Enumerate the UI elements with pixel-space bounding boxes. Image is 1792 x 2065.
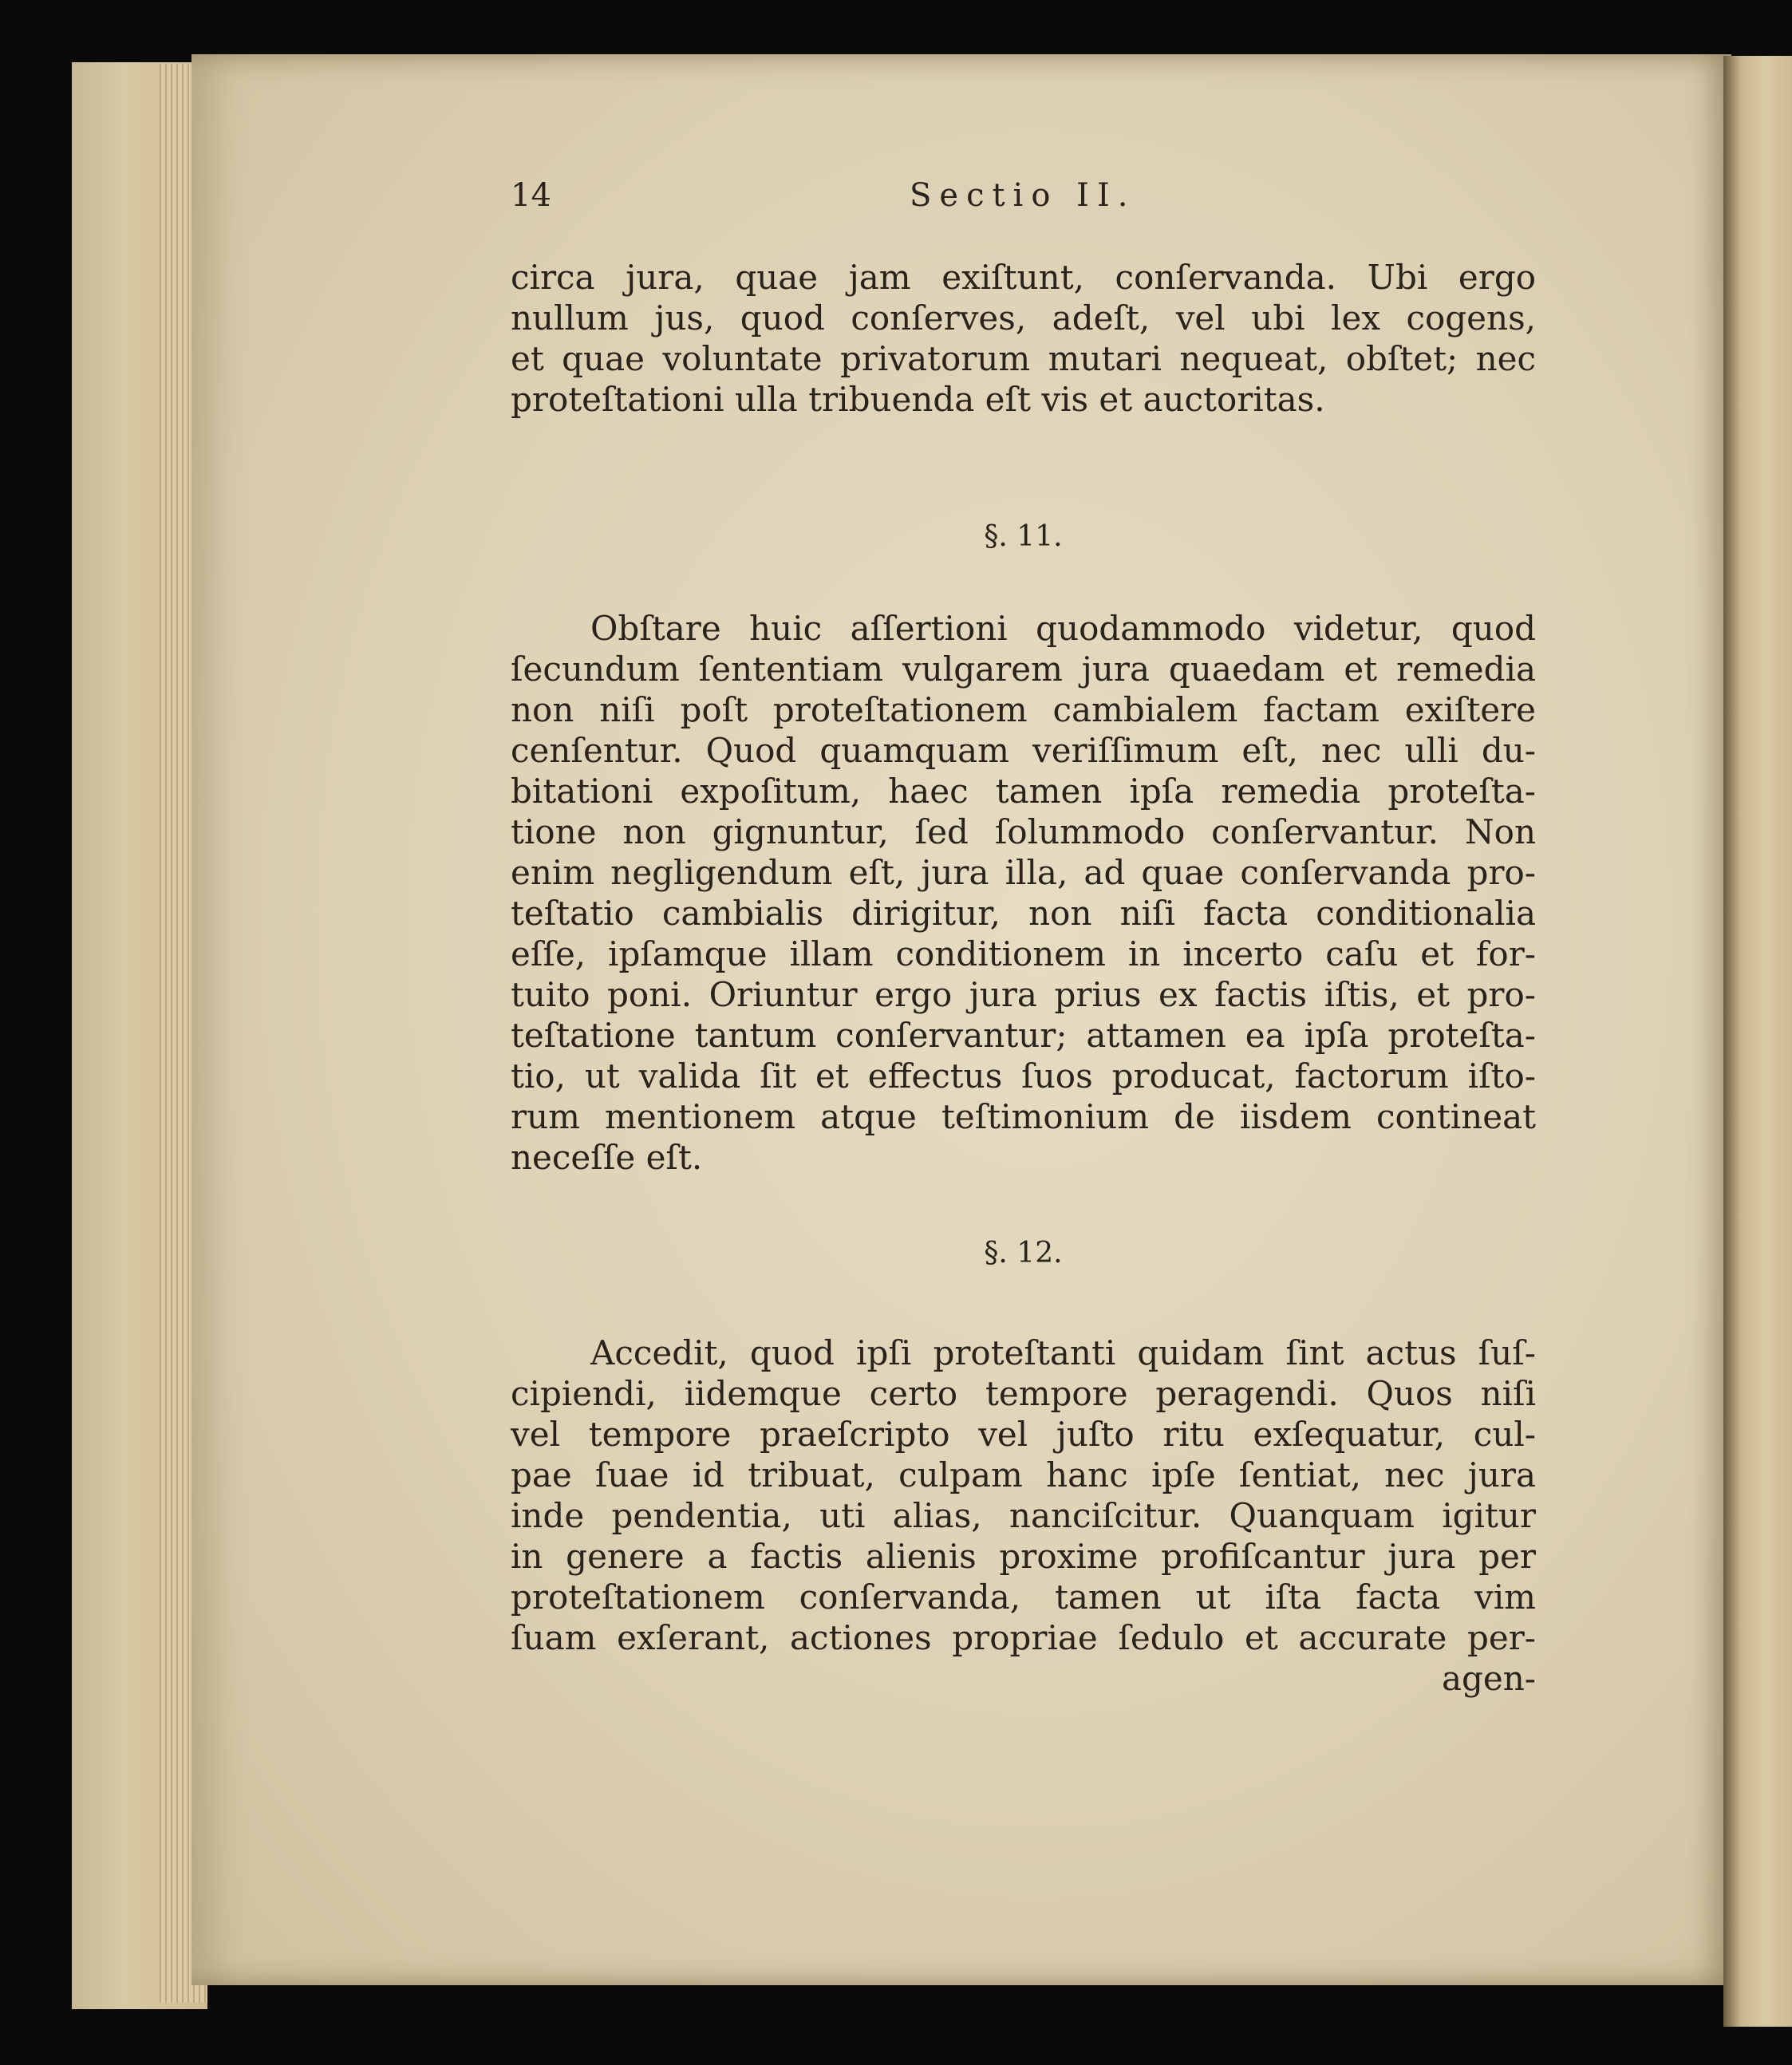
text-line: Obſtare huic aſſertioni quodammodo videtur, quod bbox=[590, 609, 1536, 648]
section-12-heading: §. 12. bbox=[984, 1237, 1063, 1269]
text-line: tione non gignuntur, ſed ſolummodo conſervantur. Non bbox=[511, 812, 1536, 851]
text-line: inde pendentia, uti alias, nanciſcitur. Quanquam igitur bbox=[511, 1496, 1536, 1535]
page-header bbox=[511, 177, 1536, 222]
section-11-heading: §. 11. bbox=[984, 520, 1063, 553]
text-line: cenſentur. Quod quamquam veriſſimum eſt, nec ulli du- bbox=[511, 731, 1536, 770]
text-line: tuito poni. Oriuntur ergo jura prius ex factis iſtis, et pro- bbox=[511, 975, 1536, 1014]
facing-page-edge bbox=[1723, 56, 1792, 2027]
paragraph-1 bbox=[511, 257, 1536, 420]
text-line: et quae voluntate privatorum mutari nequeat, obſtet; nec bbox=[511, 339, 1536, 378]
page-number: 14 bbox=[511, 177, 551, 214]
text-line: proteſtationi ulla tribuenda eſt vis et auctoritas. bbox=[511, 380, 1325, 419]
section-12-body bbox=[511, 1333, 1536, 1699]
text-line: pae ſuae id tribuat, culpam hanc ipſe ſentiat, nec jura bbox=[511, 1455, 1536, 1494]
text-line: teſtatio cambialis dirigitur, non niſi facta conditionalia bbox=[511, 894, 1536, 933]
text-line: nullum jus, quod conſerves, adeſt, vel ubi lex cogens, bbox=[511, 298, 1536, 338]
text-line: enim negligendum eſt, jura illa, ad quae conſervanda pro- bbox=[511, 853, 1536, 892]
text-line: proteſtationem conſervanda, tamen ut iſta facta vim bbox=[511, 1577, 1536, 1617]
running-head: Sectio II. bbox=[910, 177, 1136, 214]
text-line: tio, ut valida ſit et effectus ſuos producat, factorum iſto- bbox=[511, 1056, 1536, 1096]
text-line: rum mentionem atque teſtimonium de iisdem contineat bbox=[511, 1097, 1536, 1136]
text-line: vel tempore praeſcripto vel juſto ritu exſequatur, cul- bbox=[511, 1415, 1536, 1454]
text-line: in genere a factis alienis proxime profiſcantur jura per bbox=[511, 1537, 1536, 1576]
text-line: non niſi poſt proteſtationem cambialem factam exiſtere bbox=[511, 690, 1536, 729]
text-line: circa jura, quae jam exiſtunt, conſervanda. Ubi ergo bbox=[511, 258, 1536, 297]
text-line: bitationi expoſitum, haec tamen ipſa remedia proteſta- bbox=[511, 772, 1536, 811]
text-line: ſecundum ſententiam vulgarem jura quaedam et remedia bbox=[511, 650, 1536, 689]
catchword: agen- bbox=[1441, 1659, 1536, 1698]
text-line: neceſſe eſt. bbox=[511, 1138, 703, 1177]
text-line: Accedit, quod ipſi proteſtanti quidam ſint actus ſuſ- bbox=[590, 1333, 1536, 1372]
text-line: ſuam exſerant, actiones propriae ſedulo et accurate per- bbox=[511, 1618, 1536, 1657]
text-line: eſſe, ipſamque illam conditionem in incerto caſu et for- bbox=[511, 934, 1536, 973]
text-line: teſtatione tantum conſervantur; attamen ea ipſa proteſta- bbox=[511, 1016, 1536, 1055]
text-line: cipiendi, iidemque certo tempore peragendi. Quos niſi bbox=[511, 1374, 1536, 1413]
section-11-body bbox=[511, 608, 1536, 1178]
